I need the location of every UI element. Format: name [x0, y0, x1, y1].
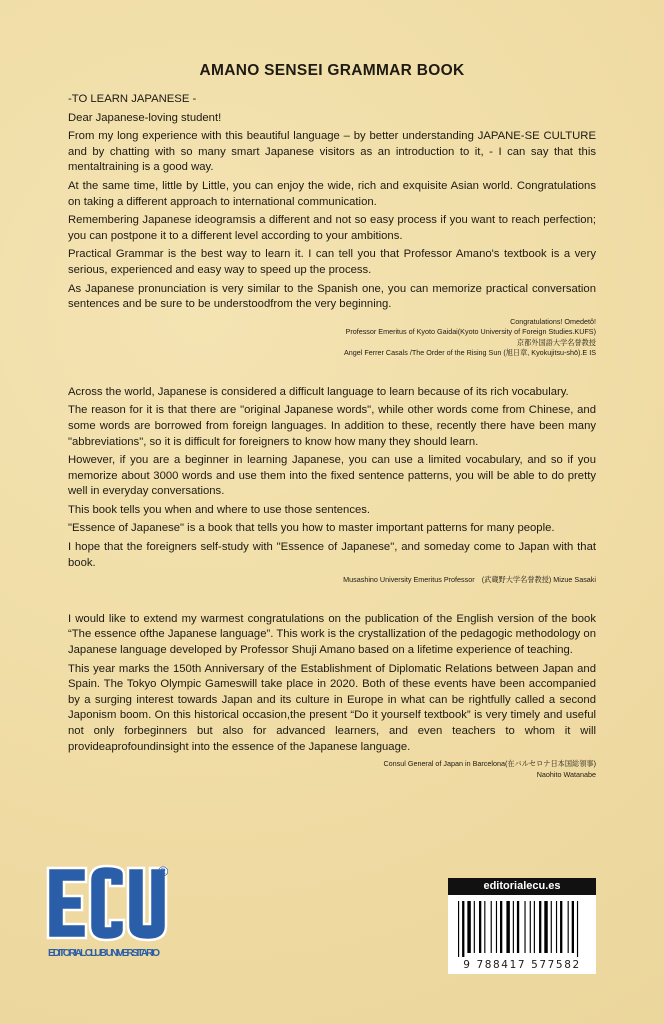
signature-2	[68, 575, 596, 586]
signature-line: Professor Emeritus of Kyoto Gaidai(Kyoto University of Foreign Studies.KUFS)	[345, 327, 596, 337]
barcode-bar	[479, 901, 481, 953]
barcode-bar	[496, 901, 497, 953]
barcode-bar	[544, 901, 547, 953]
barcode-panel	[448, 878, 596, 974]
barcode-bar	[467, 901, 470, 953]
barcode-bar	[524, 901, 525, 953]
barcode-bar	[513, 901, 514, 953]
paragraph: -TO LEARN JAPANESE -	[68, 93, 197, 105]
signature-line: Congratulations! Omedetô!	[510, 316, 596, 326]
logo-subtitle: EDITORIAL CLUB UNIVERSITARIO	[48, 948, 161, 959]
paragraph: I hope that the foreigners self-study with "Essence of Japanese", and someday come to Japan with that book.	[68, 541, 596, 569]
registered-mark: ®	[158, 863, 169, 879]
barcode-bar	[572, 901, 574, 953]
paragraph: Dear Japanese-loving student!	[68, 111, 222, 124]
barcode-bar	[500, 901, 502, 953]
paragraph: Practical Grammar is the best way to learn it. I can tell you that Professor Amano's textbook is a very serious, experienced and easy way to speed up the process.	[68, 248, 596, 276]
isbn-digits: 9 788417 577582	[463, 959, 581, 971]
paragraph: This book tells you when and where to use those sentences.	[68, 503, 371, 516]
signature-line: 京都外国語大学名誉教授	[516, 337, 596, 347]
barcode-bar	[517, 901, 519, 953]
signature-line: Angel Ferrer Casals /The Order of the Rising Sun (旭日章, Kyokujitsu-shō).E IS	[343, 348, 596, 358]
paragraph: At the same time, little by Little, you can enjoy the wide, rich and exquisite Asian world. Congratulations on taking a different approach to international communication.	[68, 179, 596, 208]
section-2	[68, 385, 596, 586]
signature-3	[68, 759, 596, 780]
barcode-bar	[484, 901, 485, 953]
barcode-bar	[560, 901, 562, 953]
page-title: AMANO SENSEI GRAMMAR BOOK	[199, 62, 465, 79]
barcode-bar	[551, 901, 552, 953]
signature-1	[68, 317, 596, 359]
signature-line: Consul General of Japan in Barcelona(在バルセロナ日本国総領事)	[383, 759, 596, 769]
paragraph: This year marks the 150th Anniversary of the Establishment of Diplomatic Relations between Japan and Spain. The Tokyo Olympic Gameswill take place in 2020. Both of these events have been accompanied by a surging interest towards Japan and its culture in Europe in what can be rightfully called a second Japonism boom. On this historical occasion,the present “Do it yourself textbook” is very timely and useful not only forbeginners but also for advanced learners, and even teachers to whom it will provideaprofoundinsight into the essence of the Japanese language.	[68, 662, 596, 753]
paragraph: From my long experience with this beautiful language – by better understanding JAPANE-SE CULTURE and by chatting with so many smart Japanese visitors as an introduction to it, - I can say that this mentaltraining is a good way.	[68, 130, 596, 174]
paragraph: However, if you are a beginner in learning Japanese, you can use a limited vocabulary, and so if you memorize about 3000 words and use them into the fixed sentence patterns, you will be able to do pretty well in everyday conversations.	[68, 454, 596, 498]
paragraph: "Essence of Japanese" is a book that tells you how to master important patterns for many people.	[68, 522, 555, 535]
paragraph: As Japanese pronunciation is very similar to the Spanish one, you can memorize practical conversation sentences and be sure to be understoodfrom the very beginning.	[68, 282, 596, 311]
signature-line: Musashino University Emeritus Professor (武蔵野大学名誉教授) Mizue Sasaki	[343, 575, 596, 585]
barcode-bar	[534, 901, 535, 953]
back-cover-text	[68, 62, 596, 780]
section-1	[68, 92, 596, 359]
paragraph: Remembering Japanese ideogramsis a different and not so easy process if you want to reach perfection; you can postpone it to a different level according to your ambitions.	[68, 214, 596, 242]
barcode-bar	[530, 901, 531, 953]
signature-line: Naohito Watanabe	[536, 769, 596, 779]
barcode-bar	[458, 901, 459, 957]
website-label: editorialecu.es	[448, 878, 596, 895]
barcode-bar	[556, 901, 557, 953]
paragraph: The reason for it is that there are "original Japanese words", while other words come from Chinese, and some words are borrowed from foreign languages. In addition to these, recently there have been many "abbreviations", so it is difficult for foreigners to know how many they should learn.	[68, 404, 596, 448]
paragraph: Across the world, Japanese is considered a difficult language to learn because of its rich vocabulary.	[68, 385, 569, 398]
paragraph: I would like to extend my warmest congratulations on the publication of the English version of the book “The essence ofthe Japanese language”. This work is the crystallization of the pedagogic methodology on Japanese language developed by Professor Shuji Amano based on a lifetime experience of teaching.	[68, 612, 596, 656]
barcode-bar	[474, 901, 475, 953]
ecu-logo	[40, 860, 180, 960]
ecu-logo-graphic	[40, 860, 180, 960]
barcode-bar	[577, 901, 578, 957]
barcode-bar	[462, 901, 464, 957]
barcode-icon	[448, 897, 596, 959]
barcode-bar	[506, 901, 509, 953]
barcode-bar	[568, 901, 569, 953]
barcode-bar	[539, 901, 541, 953]
section-3	[68, 612, 596, 780]
barcode-bar	[491, 901, 492, 953]
